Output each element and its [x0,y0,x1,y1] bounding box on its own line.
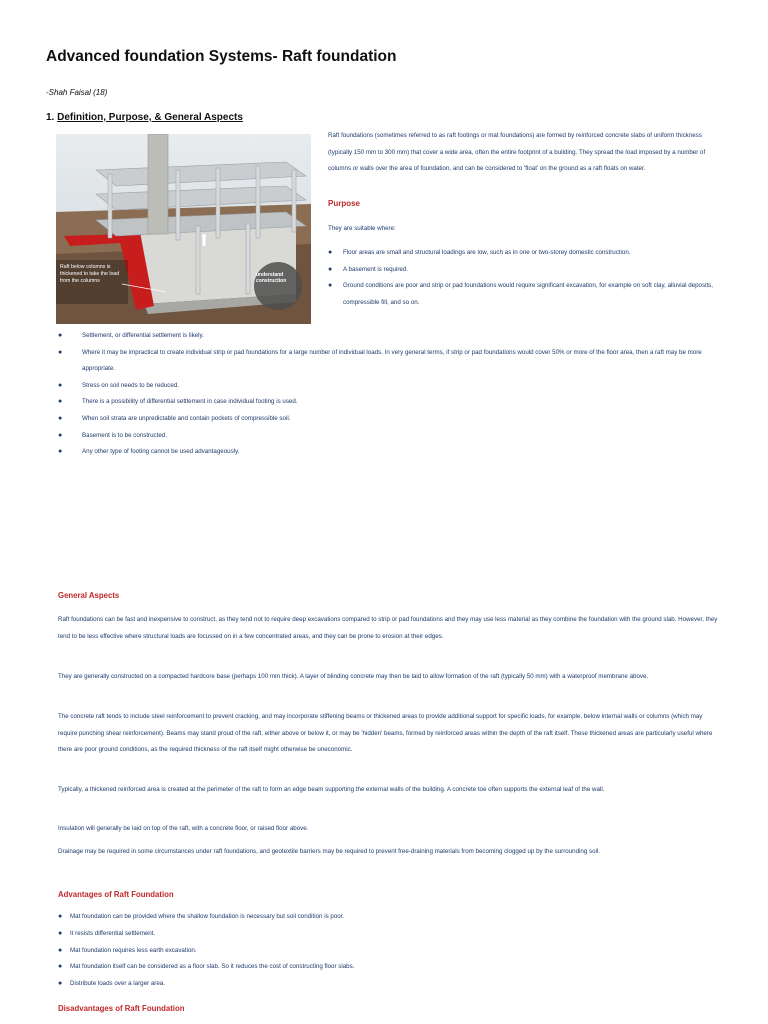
bullet-icon: ● [58,431,63,439]
bullet-icon: ● [58,348,63,356]
list-item-text: Distribute loads over a larger area. [70,980,165,988]
bullet-icon: ● [58,946,63,954]
list-item-text: Ground conditions are poor and strip or pad foundations would require significant excavation, for example on soft clay, alluvial deposits, compressible fill, and so on. [343,282,713,306]
list-item [58,378,728,395]
logo-line1: understand [256,272,284,278]
bullet-icon: ● [58,963,63,971]
list-item-text: Mat foundation can be provided where the shallow foundation is necessary but soil condition is poor. [70,913,345,920]
advantages-list [58,909,718,993]
document-title: Advanced foundation Systems- Raft foundation [46,48,397,65]
bullet-icon: ● [58,980,63,988]
list-item [58,976,718,993]
purpose-list [328,245,728,311]
logo-line2: construction [256,278,287,284]
author-line: -Shah Faisal (18) [46,88,108,97]
bullet-icon: ● [328,282,333,290]
general-paragraph: Insulation will generally be laid on top of the raft, with a concrete floor, or raised floor above. [58,825,309,832]
raft-foundation-illustration [56,134,311,324]
disadvantages-heading: Disadvantages of Raft Foundation [58,1004,185,1013]
logo-text [256,272,311,284]
list-item [58,394,728,411]
list-item-text: There is a possibility of differential settlement in case individual footing is used. [82,398,298,406]
section-number: 1. [46,112,55,123]
general-aspects-heading: General Aspects [58,591,120,600]
bullet-icon: ● [58,332,63,339]
list-item [58,943,718,960]
list-item [58,444,728,461]
general-paragraph: Drainage may be required in some circumstances under raft foundations, and geotextile barriers may be required to prevent free-draining materials from becoming clogged up by the surrounding soil. [58,848,601,855]
figure-caption: Raft below columns is thickened to take the load from the columns [60,264,120,285]
section-title: Definition, Purpose, & General Aspects [57,112,243,123]
list-item-text: Where it may be impractical to create individual strip or pad foundations for a large number of individual loads. In very general terms, if strip or pad foundations would cover 50% or more of the floor area, then a raft may be more appropriate. [82,348,702,373]
section-heading [46,112,243,123]
list-item-text: Floor areas are small and structural loadings are low, such as in one or two-storey domestic construction. [343,249,631,256]
list-item-text: When soil strata are unpredictable and contain pockets of compressible soil. [82,414,291,422]
bullet-icon: ● [328,249,333,256]
list-item-text: Mat foundation itself can be considered as a floor slab. So it reduces the cost of constructing floor slabs. [70,963,355,971]
list-item [58,926,718,943]
purpose-heading: Purpose [328,199,361,208]
general-paragraph: They are generally constructed on a compacted hardcore base (perhaps 100 mm thick). A layer of blinding concrete may then be laid to allow formation of the raft (typically 50 mm) with a waterproof membrane above. [58,673,649,680]
bullet-icon: ● [58,448,63,456]
intro-paragraph: Raft foundations (sometimes referred to as raft footings or mat foundations) are formed by reinforced concrete slabs of uniform thickness (typically 150 mm to 300 mm) that cover a wide area, often the entire footprint of a building. They spread the load imposed by a number of columns or walls over the area of foundation, and can be considered to 'float' on the ground as a raft floats on water. [328,132,706,172]
list-item-text: Settlement, or differential settlement is likely. [82,332,204,339]
list-item [328,262,728,279]
list-item [328,278,728,311]
bullet-icon: ● [58,929,63,937]
list-item-text: Any other type of footing cannot be used advantageously. [82,448,240,456]
list-item-text: A basement is required. [343,265,409,273]
list-item-text: It resists differential settlement. [70,929,156,937]
purpose-lead: They are suitable where: [328,225,396,232]
general-paragraph: Typically, a thickened reinforced area is created at the perimeter of the raft to form an edge beam supporting the external walls of the building. A concrete toe often supports the external leaf of the wall. [58,786,605,793]
general-paragraph: Raft foundations can be fast and inexpensive to construct, as they tend not to require deep excavations compared to strip or pad foundations and they may use less material as they combine the foundation with the ground slab. However, they tend to be less effective where structural loads are focussed on in a few concentrated areas, and they can be prone to erosion at their edges. [58,616,718,640]
bullet-icon: ● [58,398,63,406]
list-item [58,959,718,976]
list-item-text: Basement is to be constructed. [82,431,167,439]
list-item-text: Stress on soil needs to be reduced. [82,381,179,389]
list-item [58,345,728,378]
general-paragraph: The concrete raft tends to include steel reinforcement to prevent cracking, and may incorporate stiffening beams or thickened areas to provide additional support for specific loads, for example, below internal walls or columns (which may require punching shear reinforcement). Beams may stand proud of the raft, either above or below it, or may be 'hidden' beams, formed by reinforced areas within the depth of the raft itself. These thickened areas are particularly useful where there are poor ground conditions, as the required thickness of the raft itself might otherwise be uneconomic. [58,713,713,753]
list-item [58,909,718,926]
suitability-list [58,328,728,461]
list-item [58,428,728,445]
bullet-icon: ● [328,265,333,273]
advantages-heading: Advantages of Raft Foundation [58,890,174,899]
building-cutaway-image [56,134,311,324]
bullet-icon: ● [58,913,63,920]
bullet-icon: ● [58,381,63,389]
list-item [58,328,728,345]
list-item-text: Mat foundation requires less earth excavation. [70,946,197,954]
list-item [328,245,728,262]
list-item [58,411,728,428]
bullet-icon: ● [58,414,63,422]
